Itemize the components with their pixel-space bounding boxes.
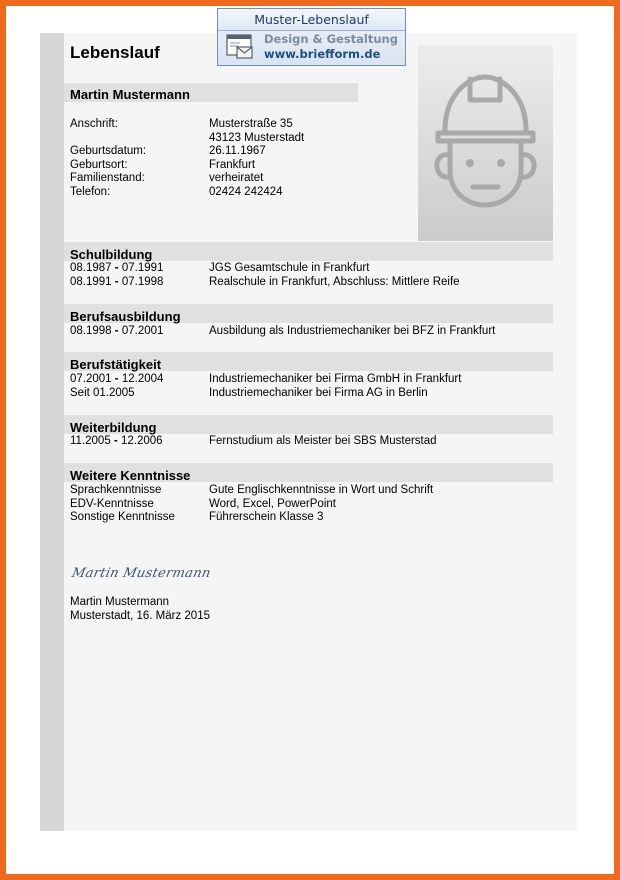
personal-value: 43123 Musterstadt bbox=[209, 131, 305, 144]
personal-label: Telefon: bbox=[70, 185, 111, 198]
entry-text: Ausbildung als Industriemechaniker bei BFZ in Frankfurt bbox=[209, 325, 496, 337]
section-title-kenntnisse: Weitere Kenntnisse bbox=[70, 468, 191, 483]
skill-label: Sonstige Kenntnisse bbox=[70, 511, 175, 523]
personal-label: Anschrift: bbox=[70, 118, 118, 130]
worker-helmet-icon bbox=[428, 65, 543, 215]
template-badge[interactable] bbox=[217, 8, 406, 66]
entry-date: 08.1998 - 07.2001 bbox=[70, 325, 164, 337]
section-title-berufstaetigkeit: Berufstätigkeit bbox=[70, 357, 162, 372]
document-envelope-icon bbox=[226, 34, 254, 61]
section-title-berufsausbildung: Berufsausbildung bbox=[70, 309, 181, 324]
personal-value: 02424 242424 bbox=[209, 185, 283, 198]
entry-text: Industriemechaniker bei Firma GmbH in Frankfurt bbox=[209, 373, 462, 385]
closing-place-date: Musterstadt, 16. März 2015 bbox=[70, 610, 210, 622]
entry-date: 08.1987 - 07.1991 bbox=[70, 262, 164, 274]
skill-label: EDV-Kenntnisse bbox=[70, 497, 154, 510]
entry-date: Seit 01.2005 bbox=[70, 387, 135, 399]
signature: Martin Mustermann bbox=[70, 566, 213, 581]
photo-placeholder bbox=[418, 45, 553, 241]
badge-subtitle: Design & Gestaltung bbox=[264, 32, 398, 46]
skill-label: Sprachkenntnisse bbox=[70, 484, 162, 496]
personal-label: Geburtsdatum: bbox=[70, 145, 147, 157]
document-title: Lebenslauf bbox=[70, 43, 160, 62]
skill-value: Gute Englischkenntnisse in Wort und Schrift bbox=[209, 484, 434, 496]
section-title-schulbildung: Schulbildung bbox=[70, 247, 153, 262]
personal-value: verheiratet bbox=[209, 172, 264, 184]
entry-text: JGS Gesamtschule in Frankfurt bbox=[209, 262, 370, 274]
personal-value: Musterstraße 35 bbox=[209, 118, 293, 130]
personal-label: Familienstand: bbox=[70, 172, 145, 184]
entry-date: 08.1991 - 07.1998 bbox=[70, 276, 164, 288]
personal-label: Geburtsort: bbox=[70, 158, 128, 171]
skill-value: Führerschein Klasse 3 bbox=[209, 511, 324, 523]
entry-date: 11.2005 - 12.2006 bbox=[70, 435, 163, 447]
badge-url-link[interactable]: www.briefform.de bbox=[264, 47, 381, 61]
entry-date: 07.2001 - 12.2004 bbox=[70, 373, 164, 385]
entry-text: Realschule in Frankfurt, Abschluss: Mittlere Reife bbox=[209, 276, 460, 288]
entry-text: Industriemechaniker bei Firma AG in Berlin bbox=[209, 387, 428, 399]
entry-text: Fernstudium als Meister bei SBS Musterstad bbox=[209, 435, 437, 447]
skill-value: Word, Excel, PowerPoint bbox=[209, 497, 336, 510]
badge-title: Muster-Lebenslauf bbox=[218, 9, 405, 31]
personal-value: Frankfurt bbox=[209, 158, 256, 171]
applicant-name: Martin Mustermann bbox=[70, 87, 190, 102]
closing-name: Martin Mustermann bbox=[70, 596, 170, 608]
left-accent-stripe bbox=[40, 33, 64, 831]
section-title-weiterbildung: Weiterbildung bbox=[70, 420, 157, 435]
personal-value: 26.11.1967 bbox=[209, 145, 266, 157]
